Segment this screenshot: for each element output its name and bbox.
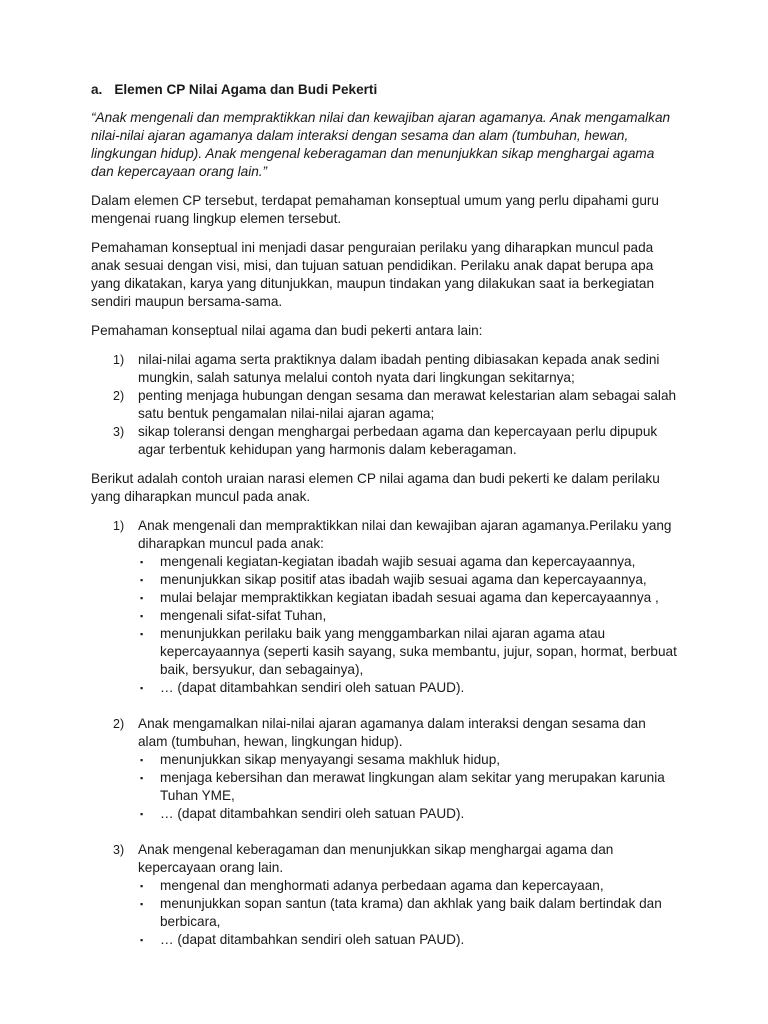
behavior-item [138,553,678,571]
square-bullet-icon: ▪ [140,683,144,693]
behavior-item [138,877,678,895]
paragraph-3: Pemahaman konseptual nilai agama dan budi pekerti antara lain: [91,323,483,338]
cp-quote: “Anak mengenali dan mempraktikkan nilai dan kewajiban ajaran agamanya. Anak mengamalkan nilai-nilai ajaran agamanya dalam interaksi dengan sesama dan alam (tumbuhan, hewan, lingkungan hidup). Anak mengenal keberagaman dan menunjukkan sikap menghargai agama dan kepercayaan orang lain.” [91,110,671,179]
example-item [91,715,678,823]
behavior-item [138,751,678,769]
behavior-text: menunjukkan sikap positif atas ibadah wajib sesuai agama dan kepercayaannya, [160,572,647,587]
concept-text: sikap toleransi dengan menghargai perbedaan agama dan kepercayaan perlu dipupuk agar terbentuk kehidupan yang harmonis dalam keberagaman. [138,424,658,457]
square-bullet-icon: ▪ [140,935,144,945]
concept-item [91,387,678,423]
concept-list [91,351,678,459]
square-bullet-icon: ▪ [140,575,144,585]
concept-number: 1) [113,353,125,367]
behavior-item [138,679,678,697]
concept-number: 2) [113,389,125,403]
behavior-item [138,931,678,949]
behavior-item [138,607,678,625]
example-list [91,517,678,949]
example-item [91,841,678,949]
behavior-list [138,553,678,697]
example-number: 3) [113,843,125,857]
behavior-text: … (dapat ditambahkan sendiri oleh satuan PAUD). [160,932,465,947]
example-text: Anak mengamalkan nilai-nilai ajaran agamanya dalam interaksi dengan sesama dan alam (tumbuhan, hewan, lingkungan hidup). [138,716,646,749]
behavior-text: mengenali kegiatan-kegiatan ibadah wajib sesuai agama dan kepercayaannya, [160,554,636,569]
behavior-item [138,769,678,805]
behavior-text: … (dapat ditambahkan sendiri oleh satuan PAUD). [160,806,465,821]
behavior-item [138,589,678,607]
behavior-text: menunjukkan perilaku baik yang menggambarkan nilai ajaran agama atau kepercayaannya (seperti kasih sayang, suka membantu, jujur, sopan, hormat, berbuat baik, bersyukur, dan sebagainya), [160,626,677,677]
behavior-list [138,751,678,823]
square-bullet-icon: ▪ [140,755,144,765]
behavior-item [138,805,678,823]
behavior-text: menunjukkan sopan santun (tata krama) dan akhlak yang baik dalam bertindak dan berbicara, [160,896,662,929]
concept-text: nilai-nilai agama serta praktiknya dalam ibadah penting dibiasakan kepada anak sedini mungkin, salah satunya melalui contoh nyata dari lingkungan sekitarnya; [138,352,660,385]
behavior-text: mengenal dan menghormati adanya perbedaan agama dan kepercayaan, [160,878,604,893]
behavior-item [138,625,678,679]
examples-intro: Berikut adalah contoh uraian narasi elemen CP nilai agama dan budi pekerti ke dalam perilaku yang diharapkan muncul pada anak. [91,471,660,504]
square-bullet-icon: ▪ [140,557,144,567]
square-bullet-icon: ▪ [140,611,144,621]
section-heading [91,81,678,99]
section-heading-text: Elemen CP Nilai Agama dan Budi Pekerti [114,82,378,97]
behavior-text: menjaga kebersihan dan merawat lingkungan alam sekitar yang merupakan karunia Tuhan YME, [160,770,665,803]
square-bullet-icon: ▪ [140,899,144,909]
section-heading-label: a. [91,82,103,97]
behavior-text: … (dapat ditambahkan sendiri oleh satuan PAUD). [160,680,465,695]
behavior-text: mulai belajar mempraktikkan kegiatan ibadah sesuai agama dan kepercayaannya , [160,590,659,605]
behavior-item [138,571,678,589]
square-bullet-icon: ▪ [140,629,144,639]
behavior-item [138,895,678,931]
concept-text: penting menjaga hubungan dengan sesama dan merawat kelestarian alam sebagai salah satu bentuk pengamalan nilai-nilai ajaran agama; [138,388,677,421]
behavior-text: mengenali sifat-sifat Tuhan, [160,608,327,623]
example-number: 1) [113,519,125,533]
example-text: Anak mengenal keberagaman dan menunjukkan sikap menghargai agama dan kepercayaan orang lain. [138,842,614,875]
square-bullet-icon: ▪ [140,773,144,783]
square-bullet-icon: ▪ [140,809,144,819]
paragraph-1: Dalam elemen CP tersebut, terdapat pemahaman konseptual umum yang perlu dipahami guru mengenai ruang lingkup elemen tersebut. [91,193,659,226]
paragraph-2: Pemahaman konseptual ini menjadi dasar penguraian perilaku yang diharapkan muncul pada anak sesuai dengan visi, misi, dan tujuan satuan pendidikan. Perilaku anak dapat berupa apa yang dikatakan, karya yang ditunjukkan, maupun tindakan yang dilakukan saat ia berkegiatan sendiri maupun bersama-sama. [91,240,655,309]
example-item [91,517,678,697]
example-number: 2) [113,717,125,731]
square-bullet-icon: ▪ [140,593,144,603]
concept-item [91,423,678,459]
square-bullet-icon: ▪ [140,881,144,891]
behavior-list [138,877,678,949]
example-text: Anak mengenali dan mempraktikkan nilai dan kewajiban ajaran agamanya.Perilaku yang diharapkan muncul pada anak: [138,518,672,551]
concept-number: 3) [113,425,125,439]
behavior-text: menunjukkan sikap menyayangi sesama makhluk hidup, [160,752,501,767]
concept-item [91,351,678,387]
